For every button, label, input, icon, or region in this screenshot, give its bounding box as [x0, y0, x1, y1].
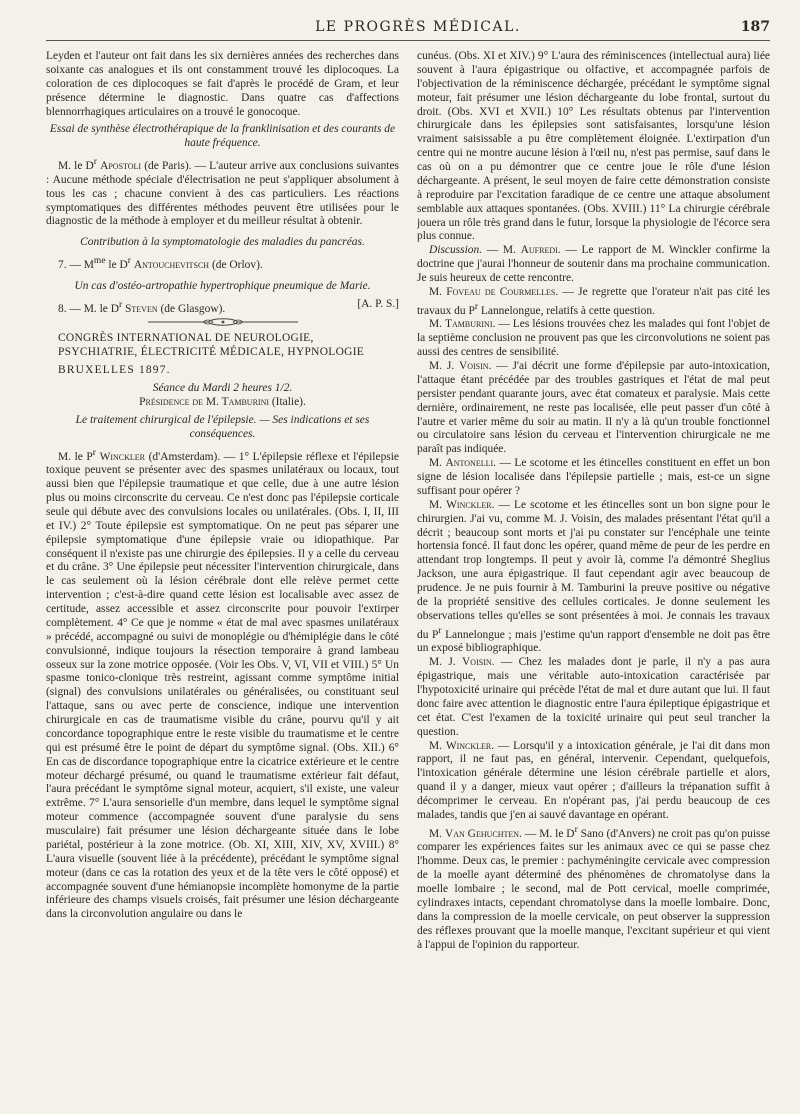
item8-prefix: 8. — M. le D — [58, 302, 119, 315]
item7-sup2: r — [127, 255, 131, 267]
paragraph-voisin-1 — [417, 360, 770, 457]
heading-essai-synthese: Essai de synthèse électrothérapique de la franklinisation et des courants de haute fréquence. — [49, 123, 396, 150]
ornament-divider — [46, 316, 399, 328]
item7-suffix: (de Orlov). — [209, 259, 263, 271]
winckler2-sup: r — [438, 624, 442, 636]
author-voisin-1: Voisin — [458, 360, 489, 373]
item8-suffix: (de Glasgow). — [157, 302, 226, 315]
winckler-sup: r — [92, 446, 96, 458]
author-antouchevitsch: Antouchevitsch — [133, 259, 210, 271]
presidence-suffix: (Italie). — [269, 395, 306, 408]
item7-mid: le D — [105, 259, 128, 271]
voisin2-prefix: M. J. — [429, 656, 463, 669]
author-apostoli: Apostoli — [100, 159, 142, 172]
congres-title-line2: PSYCHIATRIE, ÉLECTRICITÉ MÉDICALE, HYPNOLOGIE — [58, 346, 365, 359]
tamburini-text: . — Les lésions trouvées chez les malades qui font l'objet de la septième conclusion ne prouvent pas que les circonvolutions ne soient pas aussi des centres de sensibilité. — [417, 318, 770, 359]
presidence-name: Tamburini — [221, 395, 270, 408]
apostoli-text: (de Paris). — L'auteur arrive aux conclusions suivantes : Aucune méthode spéciale d'électrisation ne peut s'appliquer absolument à tous les cas ; chacune convient à des cas particuliers. Les réactions symptomatiques des différentes méthodes peuvent être utilisées pour le diagnostic de la méthode à employer et du meilleur résultat à obtenir. — [46, 159, 399, 228]
winckler-prefix: M. le P — [58, 450, 93, 463]
text-columns — [46, 50, 770, 1108]
paragraph-cuneus: cunéus. (Obs. XI et XIV.) 9° L'aura des réminiscences (intellectual aura) liée souvent à l'aura épigastrique ou olfactive, et accompagnée parfois de l'objectivation de la réminiscence déchargée, précédant le symptôme signal moteur, fait présumer une lésion déchargeante du lobe frontal, surtout du droit. (Obs. XVI et XVII.) 10° Les résultats obtenus par l'intervention chirurgicale dans les épilepsies sont satisfaisantes, lorsqu'une lésion vraiment saisissable a pu être complètement éloignée. L'extirpation d'un centre qui ne montre aucune lésion à l'œil nu, n'est pas permise, sauf dans le cas où on a pu démontrer que ce centre joue le rôle d'une lésion déchargeante. A présent, le seul moyen de faire cette démonstration consiste à reproduire par l'excitation faradique de ce centre une attaque absolument semblable aux attaques spontanées. (Obs. XVIII.) 11° La chirurgie cérébrale jouera un rôle très grand dans le futur, lorsque la physiologie de l'écorce sera plus connue. — [417, 50, 770, 243]
congres-city: BRUXELLES 1897. — [58, 364, 171, 377]
author-winckler: Winckler — [99, 450, 146, 463]
paragraph-foveau — [417, 286, 770, 319]
heading-traitement-chirurgical: Le traitement chirurgical de l'épilepsie. — Ses indications et ses conséquences. — [75, 413, 370, 440]
voisin1-prefix: M. J. — [429, 360, 459, 373]
apostoli-prefix: M. le D — [58, 159, 94, 172]
author-aufredi: Aufredi — [520, 244, 558, 257]
congres-title-line1: CONGRÈS INTERNATIONAL DE NEUROLOGIE, — [58, 332, 314, 345]
item-7 — [46, 254, 399, 273]
vang-prefix: M. — [429, 827, 445, 840]
winckler-text: (d'Amsterdam). — 1° L'épilepsie réflexe et l'épilepsie toxique peuvent se présenter avec des spasmes unilatéraux ou locaux, tout aussi bien que l'épilepsie traumatique et que celle, due à une autre lésion plus ou moins circonscrite du cerveau. Ce n'est donc pas l'épilepsie corticale seule qui débute avec des convulsions locales ou unilatérales. (Obs. I, II, III et IV.) 2° Toute épilepsie est symptomatique. On ne peut pas séparer une épilepsie symptomatique d'une épilepsie vraie ou idiopathique. Par conséquent il n'existe pas une chirurgie des épilepsies. Il y a celle du cerveau et du crâne. 3° Une épilepsie peut nécessiter l'intervention chirurgicale, dans le cas seulement où la lésion cérébrale dont elle relève permet cette intervention ; c'est-à-dire quand cette lésion est localisable avec assez de certitude, assez accessible et assez circonscrite pour pouvoir l'extirper complètement. 4° Ce que je nomme « état de mal avec spasmes unilatéraux » précédé, accompagné ou suivi de monoplégie ou d'hémiplégie dans le côté convulsionné, indique toujours la résection temporaire à grand lambeau osseux sur la zone motrice opposée. (Voir les Obs. V, VI, VII et VIII.) 5° Un spasme tonico-clonique très restreint, agissant comme symptôme initial (signal) des convulsions unilatérales ou généralisées, ou constituant seul l'attaque, sans ou avec perte de conscience, indique une intervention chirurgicale en cas de traumatisme visible du crâne, pourvu qu'il y ait concordance topographique entre le reste visible du traumatisme et le centre qui est présumé être le point de départ du symptôme signal. (Obs. XII.) 6° En cas de discordance topographique entre la cicatrice extérieure et le centre moteur déchargé présumé, ou quand le traumatisme extérieur fait défaut, l'aura précédant le symptôme signal moteur, acquiert, s'il existe, une valeur extrême. 7° L'aura sensorielle d'un membre, dans lequel le symptôme signal moteur commence (accompagnée souvent d'une paralysie du sens musculaire) fait présumer une lésion déchargeante située dans le lobe pariétal, postérieur à la zone motrice. (Ob. XI, XIII, XIV, XV, XVIII.) 8° L'aura visuelle (souvent liée à la précédente), précédant le symptôme signal moteur (dans ce cas la rotation des yeux et de la tête vers le côté opposé) et accompagnée souvent d'une hémianopsie incomplète homonyme de la partie inférieure des champs visuels croisés, fait présumer une lésion déchargeante dans la circonvolution angulaire ou dans le — [46, 450, 399, 921]
item7-sup1: me — [93, 255, 106, 267]
item8-left — [46, 298, 225, 317]
vang-mid: . — M. le D — [519, 827, 575, 840]
right-column — [417, 50, 770, 1108]
discussion-mid: — M. — [482, 244, 521, 257]
paragraph-tamburini — [417, 318, 770, 360]
voisin2-text: . — Chez les malades dont je parle, il n'y a pas aura épigastrique, mais une véritable auto-intoxication caractérisée par l'hypotoxicité urinaire qui précède l'état de mal et dure autant que lui. Il faut donc faire avec attention le diagnostic entre l'aura épileptique épigastrique et cet état. C'est l'examen de la toxicité urinaire qui peut seul trancher la question. — [417, 656, 770, 738]
page-number: 187 — [740, 19, 770, 35]
presidence-prefix: Présidence de M. — [139, 395, 222, 408]
apostoli-sup: r — [93, 156, 97, 168]
author-voisin-2: Voisin — [462, 656, 492, 669]
vang-sup: r — [574, 823, 578, 835]
paragraph-voisin-2 — [417, 656, 770, 739]
paragraph-van-gehuchten — [417, 823, 770, 953]
author-winckler-2: Winckler — [446, 498, 492, 511]
foveau-text1: . — Je regrette que l'orateur n'ait pas cité les travaux du P — [417, 285, 770, 317]
voisin1-text: . — J'ai décrit une forme d'épilepsie par auto-intoxication, l'attaque étant précédée par des troubles gastriques et l'état de mal peut persister pendant quarante jours, avec état comateux et paralysie. Mais cette dernière, ordinairement, ne reste pas localisée, elle peut passer d'un côté à l'autre et varier même du soir au matin. Il n'y a là qu'un trouble fonctionnel ou circulatoire sans lésion du cerveau et l'intervention chirurgicale ne me paraît pas indiquée. — [417, 360, 770, 456]
tamburini-prefix: M. — [429, 318, 446, 331]
author-tamburini: Tamburini — [445, 318, 493, 331]
author-winckler-3: Winckler — [445, 739, 492, 752]
item-8 — [46, 298, 399, 317]
seance-heading: Séance du Mardi 2 heures 1/2. — [152, 382, 293, 395]
paragraph-apostoli — [46, 155, 399, 229]
foveau-text2: Lannelongue, relatifs à cette question. — [478, 304, 655, 317]
winckler3-text: . — Lorsqu'il y a intoxication générale, je l'ai dit dans mon rapport, il ne faut pas, en général, intervenir. Cependant, quelquefois, l'intoxication générale détermine une lésion cérébrale partielle et alors, quand il y a danger, mieux vaut opérer ; d'ailleurs la trépanation suffit à décomprimer le cerveau. En n'opérant pas, j'ai perdu beaucoup de ces malades, tandis que j'en ai sauvé davantage en opérant. — [417, 739, 770, 821]
left-column — [46, 50, 399, 1108]
paragraph-winckler-3 — [417, 740, 770, 823]
antonelli-prefix: M. — [429, 457, 446, 470]
vang-text: Sano (d'Anvers) ne croit pas qu'on puisse comparer les expériences faites sur les animaux avec ce qui se passe chez l'homme. Deux cas, le premier : pachyméningite cervicale avec compression de la moelle ayant déterminé des phénomènes de chromatolyse dans la moelle lombaire ; le second, mal de Pott cervical, moelle comprimée, cylindraxes intacts, cependant chromatolyse dans la moelle lombaire. Donc, dans la compression de la moelle cervicale, on peut observer la suppression des réflexes prouvant que la moelle manque, l'excitant supérieur et qui vient à l'appui de l'opinion du rapporteur. — [417, 827, 770, 951]
author-antonelli: Antonelli — [445, 457, 494, 470]
paragraph-winckler-2 — [417, 499, 770, 656]
heading-contribution-pancreas: Contribution à la symptomatologie des maladies du pancréas. — [80, 236, 365, 249]
author-steven: Steven — [125, 302, 158, 315]
presidence-heading — [46, 396, 399, 410]
antonelli-text: . — Le scotome et les étincelles constituent en effet un bon signe de lésion localisée dans l'épilepsie partielle ; mais, est-ce un signe suffisant pour opérer ? — [417, 457, 770, 497]
item8-sup: r — [119, 298, 123, 310]
winckler3-prefix: M. — [429, 739, 446, 752]
heading-osteo-artropathie: Un cas d'ostéo-artropathie hypertrophique pneumique de Marie. — [74, 279, 371, 292]
paragraph-antonelli — [417, 457, 770, 499]
discussion-label: Discussion. — [429, 244, 483, 257]
foveau-sup: r — [474, 300, 479, 312]
item7-prefix: 7. — M — [58, 259, 94, 271]
running-header — [46, 14, 770, 41]
paragraph-winckler — [46, 446, 399, 923]
paragraph-discussion — [417, 244, 770, 286]
author-van-gehuchten: Van Gehuchten — [444, 827, 520, 840]
winckler2-prefix: M. — [429, 498, 447, 511]
running-title: LE PROGRÈS MÉDICAL. — [315, 19, 521, 35]
discussion-text: . — Le rapport de M. Winckler confirme la doctrine que j'aurai l'honneur de soutenir dans ma prochaine communication. Je suis heureux de cette rencontre. — [417, 244, 770, 284]
author-foveau: Foveau de Courmelles — [446, 285, 556, 298]
ornament-divider-icon — [148, 317, 298, 327]
winckler2-text1: . — Le scotome et les étincelles sont un bon signe pour le chirurgien. J'ai vu, comme M. J. Voisin, des malades présentant l'état qu'il a décrit ; beaucoup sont morts et j'ai pu constater sur l'encéphale une teinte hortensia foncé. Il faut donc les opérer, quand même de peur de les perdre en attendant trop longtemps. Il peut y avoir là, comme l'a démontré Sheglius Jackson, une aura épigastrique. Il faut cependant agir avec beaucoup de prudence. Je ne puis fournir à M. Tamburini la preuve positive ou négative de la propriété sensitive des cellules corticales. Je donne seulement les observations telles qu'elles se sont présentées à moi. Je connais les travaux du P — [417, 498, 770, 641]
paragraph-leyden: Leyden et l'auteur ont fait dans les six dernières années des recherches dans soixante cas analogues et ils ont constamment trouvé les diplocoques. La coloration de ces diplocoques se fait d'après le procédé de Gram, et leur présence détermine le diagnostic. Dans quatre cas d'affections blennorrhagiques articulaires on a trouvé le gonocoque. — [46, 50, 399, 118]
foveau-prefix: M. — [429, 285, 447, 298]
signature-aps: [A. P. S.] — [357, 297, 399, 310]
winckler2-text2: Lannelongue ; mais j'estime qu'un rapport d'ensemble ne doit pas être un exposé bibliographique. — [417, 628, 770, 655]
